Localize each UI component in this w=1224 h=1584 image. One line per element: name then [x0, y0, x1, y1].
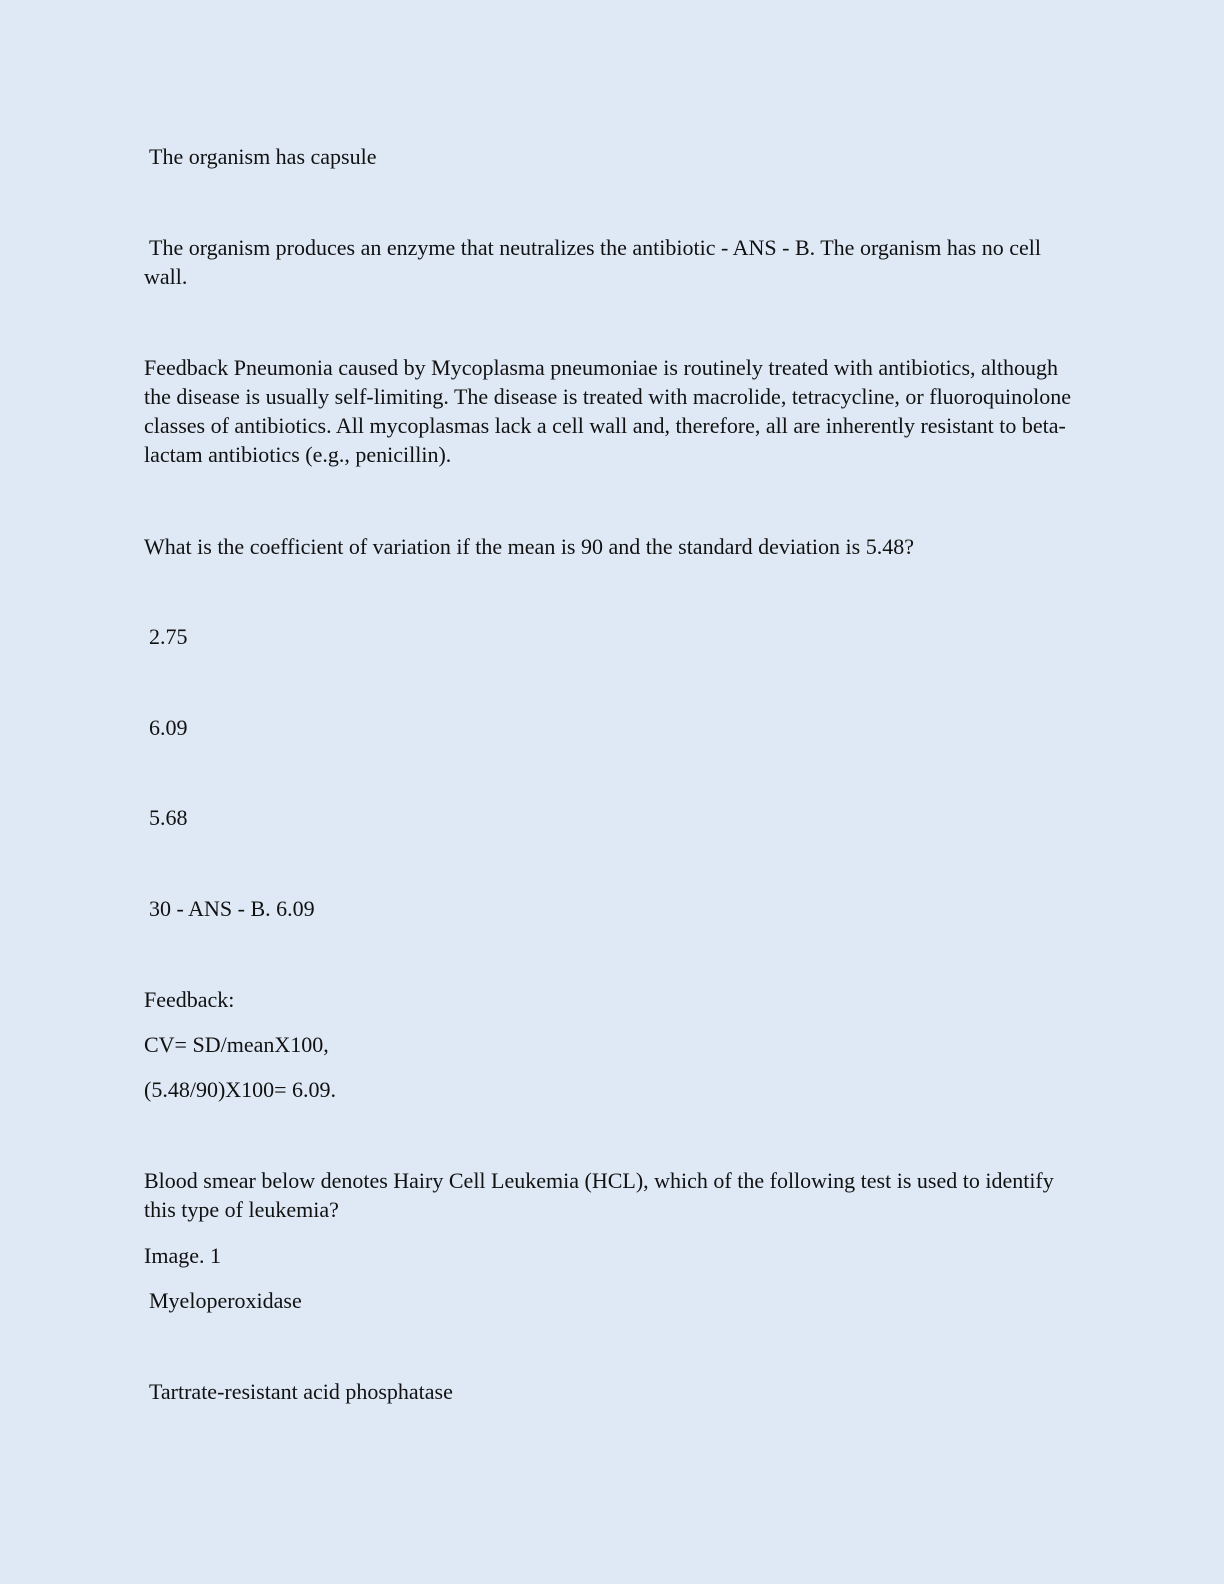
question-coefficient-of-variation: What is the coefficient of variation if the mean is 90 and the standard deviation is 5.48? — [144, 534, 914, 559]
feedback-mycoplasma-paragraph: Feedback Pneumonia caused by Mycoplasma pneumoniae is routinely treated with antibiotics, although the disease is usually self-limiting. The disease is treated with macrolide, tetracycline, or fluoroquinolone classes of antibiotics. All mycoplasmas lack a cell wall and, therefore, all are inherently resistant to beta-lactam antibiotics (e.g., penicillin). — [144, 355, 1071, 467]
answer-option-enzyme: The organism produces an enzyme that neutralizes the antibiotic - ANS - B. The organism has no cell wall. — [144, 235, 1041, 289]
feedback-formula: CV= SD/meanX100, — [144, 1032, 329, 1057]
feedback-label: Feedback: — [144, 987, 235, 1012]
question-hairy-cell-leukemia: Blood smear below denotes Hairy Cell Leukemia (HCL), which of the following test is used to identify this type of leukemia? — [144, 1168, 1054, 1222]
cv-option-b: 6.09 — [149, 715, 188, 740]
answer-option-capsule: The organism has capsule — [149, 144, 377, 169]
feedback-calculation: (5.48/90)X100= 6.09. — [144, 1077, 337, 1102]
hcl-option-a: Myeloperoxidase — [149, 1288, 302, 1313]
hcl-option-b: Tartrate-resistant acid phosphatase — [149, 1379, 453, 1404]
cv-option-d-answer: 30 - ANS - B. 6.09 — [149, 896, 315, 921]
image-label: Image. 1 — [144, 1243, 221, 1268]
cv-option-a: 2.75 — [149, 624, 188, 649]
cv-option-c: 5.68 — [149, 805, 188, 830]
